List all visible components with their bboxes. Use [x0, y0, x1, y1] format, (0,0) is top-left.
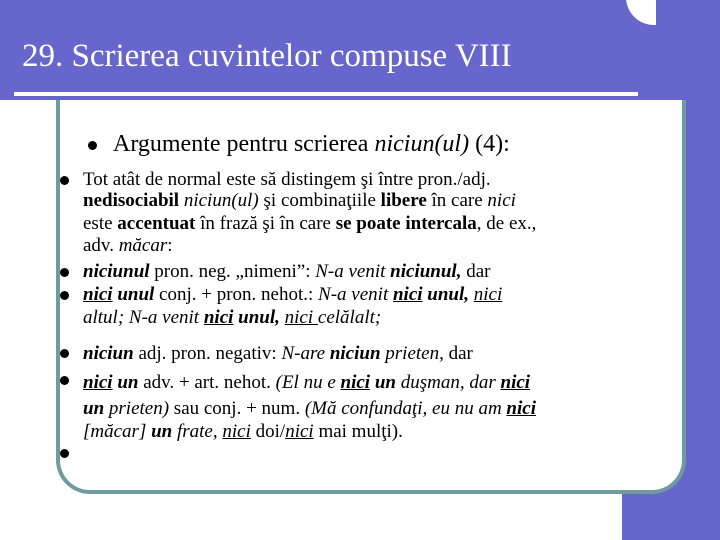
subtitle-suffix: (4):: [475, 131, 510, 157]
text-run: N-are: [281, 343, 330, 364]
list-bullet: [60, 349, 69, 358]
text-run: N-a venit: [315, 261, 391, 282]
subtitle-italic: niciun(ul): [374, 131, 470, 157]
text-run: în frază şi în care: [195, 213, 336, 234]
text-run: adv. + art. nehot.: [138, 372, 276, 393]
text-run: în care: [426, 190, 488, 211]
list-bullet: [60, 376, 69, 385]
body-line: [83, 306, 381, 329]
text-run: , de ex.,: [476, 213, 537, 234]
text-run: Tot atât de normal este să distingem şi între pron./adj.: [83, 169, 491, 190]
text-run: şi combinaţiile: [258, 190, 381, 211]
text-run: doi/: [250, 421, 286, 442]
text-run: nici: [392, 284, 423, 305]
list-bullet: [60, 176, 69, 185]
text-run: dar: [461, 261, 491, 282]
header-underline: [14, 92, 638, 96]
body-line: [83, 371, 530, 394]
text-run: conj. + pron. nehot.:: [154, 284, 319, 305]
text-run: (El nu e: [275, 372, 341, 393]
text-run: prieten,: [385, 343, 444, 364]
list-bullet: [60, 268, 69, 277]
body-line: [83, 212, 536, 235]
text-run: niciunul: [83, 261, 150, 282]
body-line: [83, 342, 473, 365]
body-line: [83, 168, 491, 191]
text-run: un: [83, 398, 105, 419]
text-run: nici: [340, 372, 371, 393]
text-run: nici: [203, 307, 234, 328]
text-run: nici: [487, 190, 516, 211]
list-bullet: [60, 449, 69, 458]
body-line: [83, 260, 490, 283]
text-run: nici: [83, 284, 113, 305]
list-bullet: [60, 291, 69, 300]
text-run: nici: [83, 372, 113, 393]
subtitle-text: Argumente pentru scrierea: [113, 131, 369, 157]
text-run: niciun: [83, 343, 134, 364]
text-run: libere: [380, 190, 427, 211]
text-run: dar: [443, 343, 473, 364]
text-run: nici: [506, 398, 536, 419]
text-run: se poate intercala: [335, 213, 477, 234]
subtitle: [113, 131, 510, 158]
subtitle-bullet: [88, 141, 97, 150]
slide-title: 29. Scrierea cuvintelor compuse VIII: [22, 38, 512, 74]
text-run: nici: [285, 421, 314, 442]
text-run: nedisociabil: [83, 190, 180, 211]
text-run: nici: [473, 284, 503, 305]
text-run: celălalt;: [317, 307, 382, 328]
body-line: [83, 189, 516, 212]
body-line: [83, 420, 403, 443]
text-run: (Mă confundaţi, eu nu am: [304, 398, 507, 419]
body-line: [83, 283, 502, 306]
body-line: [83, 234, 173, 257]
text-run: duşman, dar: [400, 372, 501, 393]
text-run: adv.: [83, 235, 119, 256]
text-run: mai mulţi).: [313, 421, 403, 442]
text-run: nici: [284, 307, 318, 328]
text-run: accentuat: [117, 213, 196, 234]
text-run: măcar: [118, 235, 168, 256]
text-run: niciunul,: [390, 261, 462, 282]
text-run: sau conj. + num.: [169, 398, 305, 419]
text-run: niciun(ul): [183, 190, 259, 211]
text-run: unul: [117, 284, 155, 305]
text-run: adj. pron. negativ:: [133, 343, 282, 364]
text-run: :: [167, 235, 173, 256]
text-run: nici: [500, 372, 531, 393]
text-run: niciun: [329, 343, 381, 364]
text-run: prieten): [108, 398, 170, 419]
text-run: un: [374, 372, 396, 393]
text-run: pron. neg. „nimeni”:: [149, 261, 316, 282]
text-run: este: [83, 213, 118, 234]
text-run: frate,: [176, 421, 223, 442]
text-run: unul,: [427, 284, 470, 305]
text-run: unul,: [238, 307, 280, 328]
text-run: altul; N-a venit: [83, 307, 204, 328]
text-run: un: [117, 372, 139, 393]
text-run: nici: [222, 421, 251, 442]
text-run: un: [151, 421, 173, 442]
body-line: [83, 397, 536, 420]
text-run: [măcar]: [83, 421, 147, 442]
text-run: N-a venit: [318, 284, 393, 305]
